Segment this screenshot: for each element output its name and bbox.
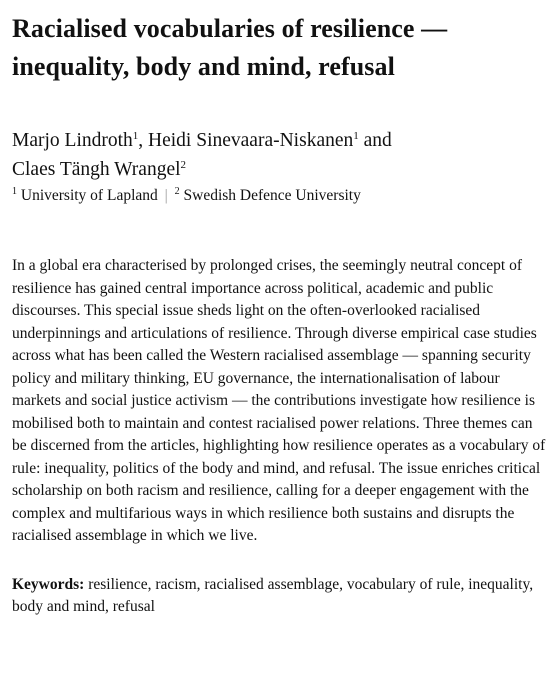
author-separator: , bbox=[138, 130, 149, 151]
keywords bbox=[12, 574, 546, 619]
author-name: Claes Tängh Wrangel bbox=[12, 159, 181, 180]
paper-title bbox=[12, 10, 548, 86]
title-line-1: Racialised vocabularies of resilience — bbox=[12, 14, 448, 43]
author-separator: and bbox=[358, 130, 392, 151]
keywords-label: Keywords: bbox=[12, 575, 85, 593]
author-affiliation-mark: 1 bbox=[132, 130, 139, 142]
title-line-2: inequality, body and mind, refusal bbox=[12, 52, 395, 81]
affiliation-name: University of Lapland bbox=[20, 187, 158, 204]
affiliations bbox=[12, 185, 548, 207]
author-affiliation-mark: 1 bbox=[353, 130, 359, 142]
affiliation-separator: | bbox=[164, 187, 168, 204]
author-name: Heidi Sinevaara-Niskanen bbox=[148, 130, 354, 151]
author-name: Marjo Lindroth bbox=[12, 130, 133, 151]
author-affiliation-mark: 2 bbox=[180, 159, 187, 171]
author-list bbox=[12, 126, 548, 184]
affiliation-mark: 1 bbox=[12, 186, 17, 197]
affiliation-mark: 2 bbox=[174, 186, 180, 197]
paper-page bbox=[12, 10, 548, 634]
keywords-list: resilience, racism, racialised assemblage, vocabulary of rule, inequality, body and mind, refusal bbox=[12, 575, 534, 615]
affiliation-name: Swedish Defence University bbox=[183, 187, 361, 204]
abstract: In a global era characterised by prolonged crises, the seemingly neutral concept of resilience has gained central importance across political, academic and public discourses. This special issue sheds light on the often-overlooked racialised underpinnings and articulations of resilience. Through diverse empirical case studies across what has been called the Western racialised assemblage — spanning security policy and military thinking, EU governance, the internationalisation of labour markets and social justice activism — the contributions investigate how resilience is mobilised both to maintain and contest racialised power relations. Three themes can be discerned from the articles, highlighting how resilience operates as a vocabulary of rule: inequality, politics of the body and mind, and refusal. The issue enriches critical scholarship on both racism and resilience, calling for a deeper engagement with the complex and multifarious ways in which resilience both sustains and disrupts the racialised assemblage in which we live. bbox=[12, 257, 546, 544]
